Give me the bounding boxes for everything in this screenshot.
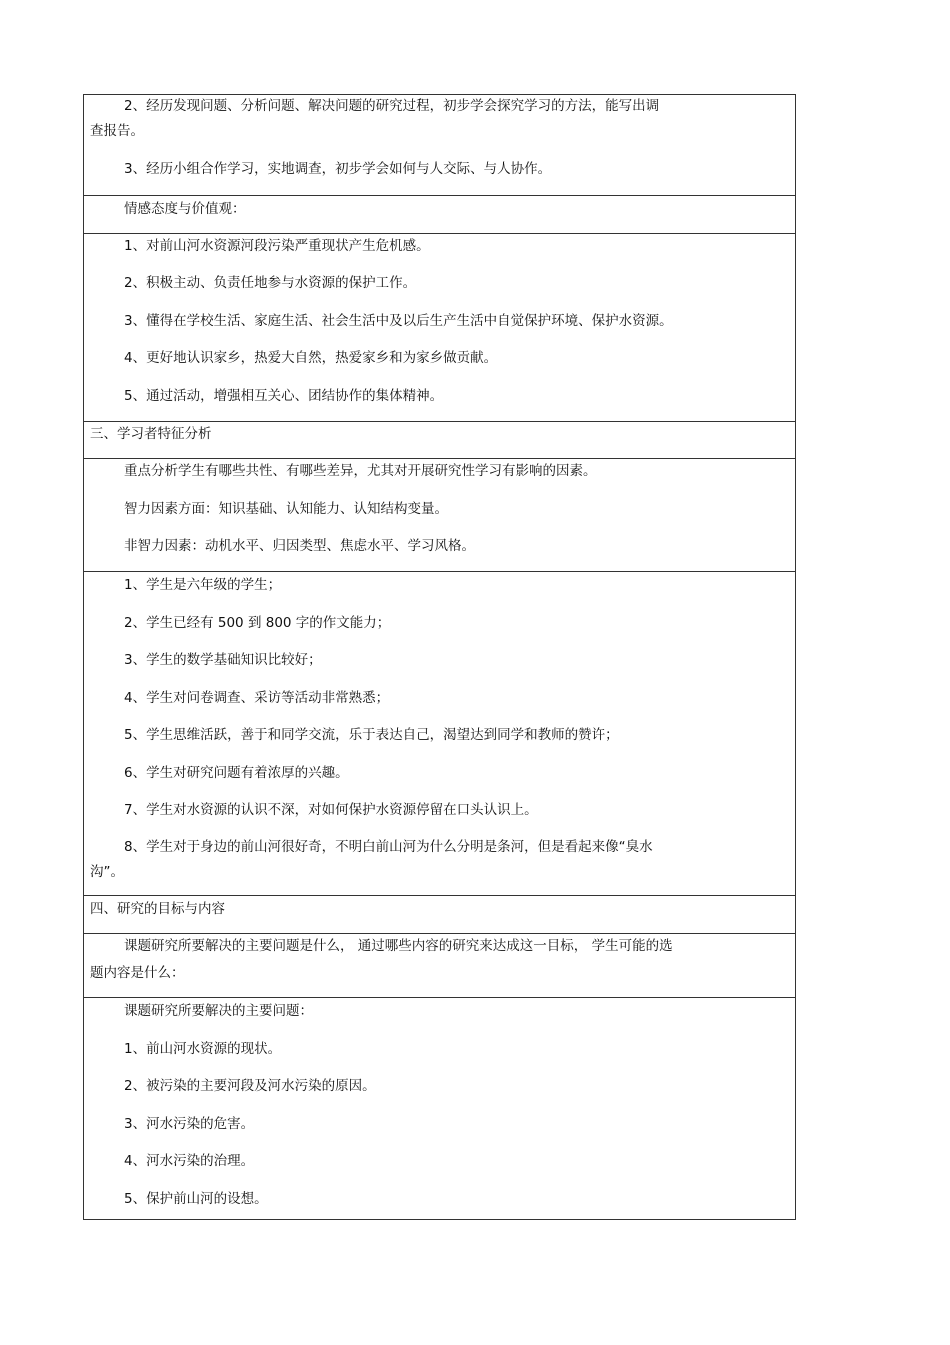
text-line: 4、更好地认识家乡，热爱大自然，热爱家乡和为家乡做贡献。 (124, 350, 498, 366)
analysis-cell (84, 458, 795, 571)
text-line: 5、保护前山河的设想。 (124, 1191, 268, 1207)
text-line: 5、学生思维活跃，善于和同学交流，乐于表达自己，渴望达到同学和教师的赞许； (124, 727, 619, 743)
text-line: 7、学生对水资源的认识不深，对如何保护水资源停留在口头认识上。 (124, 802, 538, 818)
text-line: 2、经历发现问题、分析问题、解决问题的研究过程，初步学会探究学习的方法，能写出调 (124, 98, 660, 114)
text-line: 智力因素方面：知识基础、认知能力、认知结构变量。 (124, 501, 448, 517)
text-line: 1、前山河水资源的现状。 (124, 1041, 282, 1057)
attitude-goals-cell (84, 233, 795, 421)
text-line: 2、被污染的主要河段及河水污染的原因。 (124, 1078, 376, 1094)
text-line: 4、河水污染的治理。 (124, 1153, 255, 1169)
text-line: 查报告。 (90, 123, 144, 139)
text-line: 3、学生的数学基础知识比较好； (124, 652, 322, 668)
text-line: 3、懂得在学校生活、家庭生活、社会生活中及以后生产生活中自觉保护环境、保护水资源。 (124, 313, 673, 329)
section-heading-cell (84, 895, 795, 933)
text-line: 非智力因素：动机水平、归因类型、焦虑水平、学习风格。 (124, 538, 475, 554)
question-cell (84, 933, 795, 997)
skills-cell (84, 95, 795, 195)
text-line: 课题研究所要解决的主要问题是什么， 通过哪些内容的研究来达成这一目标， 学生可能的选 (124, 938, 673, 954)
text-line: 6、学生对研究问题有着浓厚的兴趣。 (124, 765, 349, 781)
text-line: 重点分析学生有哪些共性、有哪些差异，尤其对开展研究性学习有影响的因素。 (124, 463, 597, 479)
text-line: 课题研究所要解决的主要问题： (124, 1003, 313, 1019)
text-line: 题内容是什么： (90, 965, 185, 981)
subheading: 情感态度与价值观： (124, 201, 246, 217)
text-line: 5、通过活动，增强相互关心、团结协作的集体精神。 (124, 388, 444, 404)
learner-traits-cell (84, 571, 795, 895)
text-line: 1、对前山河水资源河段污染严重现状产生危机感。 (124, 238, 430, 254)
text-line: 3、经历小组合作学习，实地调查，初步学会如何与人交际、与人协作。 (124, 161, 552, 177)
text-line: 8、学生对于身边的前山河很好奇，不明白前山河为什么分明是条河，但是看起来像“臭水 (124, 839, 653, 855)
text-line: 沟”。 (90, 864, 124, 880)
text-line: 4、学生对问卷调查、采访等活动非常熟悉； (124, 690, 390, 706)
text-line: 1、学生是六年级的学生； (124, 577, 282, 593)
heading-cell (84, 195, 795, 233)
text-line: 3、河水污染的危害。 (124, 1116, 255, 1132)
content-table (83, 94, 796, 1220)
section-heading: 三、学习者特征分析 (90, 426, 212, 442)
section-heading-cell (84, 421, 795, 458)
section-heading: 四、研究的目标与内容 (90, 901, 225, 917)
text-line: 2、学生已经有 500 到 800 字的作文能力； (124, 615, 391, 631)
text-line: 2、积极主动、负责任地参与水资源的保护工作。 (124, 275, 417, 291)
main-problems-cell (84, 997, 795, 1219)
